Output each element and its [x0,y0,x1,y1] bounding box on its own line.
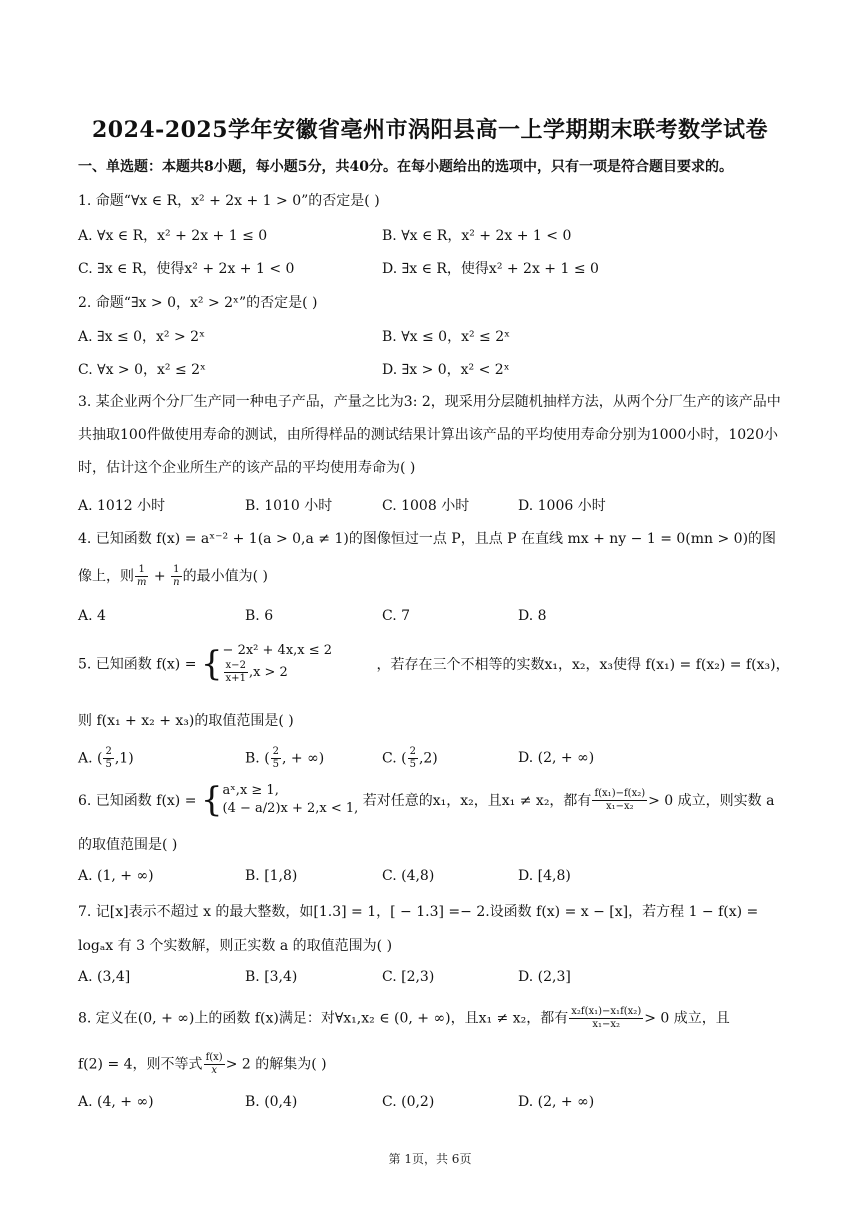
q4-stem-line2-pre: 像上，则 [78,568,134,585]
q6-stem-post: 若对任意的x₁，x₂，且x₁ ≠ x₂，都有 [362,793,592,809]
q5-option-b: B. ( $\frac{2}{5}$ , + ∞) [245,746,325,770]
fraction-q8-quotient: $\frac{\text{x₂f(x₁)−x₁f(x₂)}}{\text{x₁−x₂}}$ [571,1006,642,1030]
q2-option-c: C. ∀x > 0，x² ≤ 2ˣ [78,362,206,378]
fraction-difference-quotient: $\frac{\text{f(x₁)−f(x₂)}}{\text{x₁−x₂}}$ [594,787,646,812]
q5-option-a: A. ( $\frac{2}{5}$ ,1) [78,746,134,770]
q6-option-a: A. (1, + ∞) [78,868,154,884]
q6-option-b: B. [1,8) [245,868,298,884]
q6-option-c: C. (4,8) [382,868,435,884]
q7-option-c: C. [2,3) [382,969,435,985]
q1-option-d: D. ∃x ∈ R，使得x² + 2x + 1 ≤ 0 [382,261,599,277]
q5-stem-pre: 5. 已知函数 f(x) = [78,656,197,673]
page-footer: 第 1页，共 6页 [388,1152,472,1166]
q3-option-a: A. 1012 小时 [78,498,166,514]
q3-option-c: C. 1008 小时 [382,498,470,514]
q3-stem: 3. 某企业两个分厂生产同一种电子产品，产量之比为3: 2，现采用分层随机抽样方法，从两个分厂生产的该产品中共抽取100件做使用寿命的测试，由所得样品的测试结果计算出该产品的平均使用寿命分别为1000小时，1020小时，估计这个企业所生产的该产品的平均使用寿命为( ) [78,394,781,476]
q8-option-a: A. (4, + ∞) [78,1094,154,1110]
q8-stem-line2-pre: f(2) = 4，则不等式 [78,1056,203,1073]
q5-option-d: D. (2, + ∞) [518,750,595,766]
q3-option-b: B. 1010 小时 [245,498,333,514]
q7-option-b: B. [3,4) [245,969,298,985]
q1-option-c: C. ∃x ∈ R，使得x² + 2x + 1 < 0 [78,261,295,277]
q4-option-b: B. 6 [245,608,274,624]
q8-stem-line1-post: > 0 成立，且 [644,1010,730,1027]
q6-case1: aˣ,x ≥ 1, [222,783,279,798]
q6-stem-post2: > 0 成立，则实数 a [648,793,775,809]
q8-option-c: C. (0,2) [382,1094,435,1110]
page-title: 2024-2025学年安徽省亳州市涡阳县高一上学期期末联考数学试卷 [91,117,769,143]
q6-stem [78,782,774,818]
q6-stem-line2: 的取值范围是( ) [78,837,178,853]
q4-option-c: C. 7 [382,608,411,624]
section-heading: 一、单选题：本题共8小题，每小题5分，共40分。在每小题给出的选项中，只有一项是符合题目要求的。 [78,159,733,175]
q8-stem-line1-pre: 8. 定义在(0, + ∞)上的函数 f(x)满足：对∀x₁,x₂ ∈ (0, + ∞)，且x₁ ≠ x₂，都有 [78,1010,569,1027]
q5-case1: − 2x² + 4x,x ≤ 2 [222,643,333,658]
q2-stem: 2. 命题“∃x > 0，x² > 2ˣ”的否定是( ) [78,295,318,311]
fraction-1-over-n: $\frac{1}{n}$ [173,564,180,588]
q1-stem: 1. 命题“∀x ∈ R，x² + 2x + 1 > 0”的否定是( ) [78,193,380,209]
q7-option-d: D. (2,3] [518,969,571,985]
q7-stem-line1: 7. 记[x]表示不超过 x 的最大整数，如[1.3] = 1，[ − 1.3] =− 2.设函数 f(x) = x − [x]，若方程 1 − f(x) = [78,904,759,920]
q3-option-d: D. 1006 小时 [518,498,606,514]
brace-icon: { [200,643,223,684]
q4-stem-line1: 4. 已知函数 f(x) = aˣ⁻² + 1(a > 0,a ≠ 1)的图像恒过一点 P，且点 P 在直线 mx + ny − 1 = 0(mn > 0)的图 [78,531,777,547]
q6-option-d: D. [4,8) [518,868,571,884]
q1-option-b: B. ∀x ∈ R，x² + 2x + 1 < 0 [382,228,572,244]
q5-stem [78,642,790,685]
q2-option-b: B. ∀x ≤ 0，x² ≤ 2ˣ [382,329,511,345]
q8-stem-line1 [78,1006,730,1031]
q4-option-a: A. 4 [78,608,106,624]
q6-piecewise [223,782,359,818]
q7-option-a: A. (3,4] [78,969,131,985]
q5-stem-line2: 则 f(x₁ + x₂ + x₃)的取值范围是( ) [78,713,294,729]
fraction-x-2-over-x-1: $\frac{x-2}{x+1}$ [225,660,246,684]
q4-stem-line2: 像上，则 $\frac{1}{m}$ + $\frac{1}{n}$ 的最小值为( ) [78,564,268,588]
q2-option-d: D. ∃x > 0，x² < 2ˣ [382,362,510,378]
q4-option-d: D. 8 [518,608,547,624]
q5-option-c: C. ( $\frac{2}{5}$ ,2) [382,746,438,770]
q7-stem-line2: logₐx 有 3 个实数解，则正实数 a 的取值范围为( ) [78,938,393,954]
q8-stem-line2 [78,1052,327,1077]
q6-stem-pre: 6. 已知函数 f(x) = [78,793,197,809]
q8-option-d: D. (2, + ∞) [518,1094,595,1110]
q5-piecewise [223,642,333,685]
fraction-fx-over-x: $\frac{f(x)}{x}$ [205,1052,223,1076]
q8-option-b: B. (0,4) [245,1094,298,1110]
brace-icon: { [200,780,223,820]
q8-stem-line2-post: > 2 的解集为( ) [225,1056,327,1073]
q2-option-a: A. ∃x ≤ 0，x² > 2ˣ [78,329,206,345]
q5-stem-post: ，若存在三个不相等的实数x₁，x₂，x₃使得 f(x₁) = f(x₂) = f(x₃)， [376,656,790,673]
fraction-1-over-m: $\frac{1}{m}$ [137,564,147,588]
q5-case2-tail: ,x > 2 [248,665,288,680]
q6-case2: (4 − a/2)x + 2,x < 1, [222,801,359,816]
q1-option-a: A. ∀x ∈ R，x² + 2x + 1 ≤ 0 [78,228,268,244]
q4-stem-line2-post: 的最小值为( ) [182,568,268,585]
